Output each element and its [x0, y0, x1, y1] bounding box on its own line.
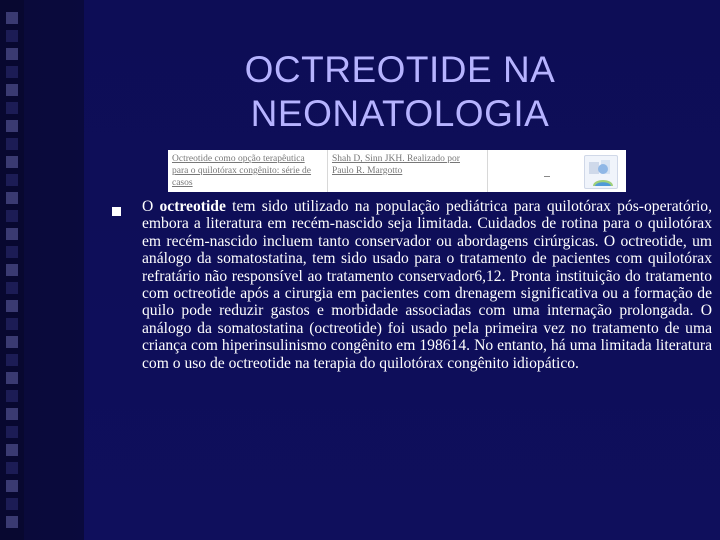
slide-title-line-2: NEONATOLOGIA	[250, 93, 550, 134]
body-paragraph	[142, 198, 712, 372]
slide-title	[160, 48, 640, 136]
body-bold-term: octreotide	[159, 198, 226, 215]
reference-authors-link[interactable]: Shah D, Sinn JKH. Realizado por Paulo R. Margotto	[328, 150, 488, 192]
bullet-marker	[112, 207, 121, 216]
reference-title-link[interactable]: Octreotide como opção terapêutica para o quilotórax congênito: série de casos	[168, 150, 328, 192]
decorative-square-strip	[0, 0, 24, 540]
body-lead: O	[142, 198, 160, 215]
reference-table	[168, 150, 626, 192]
dash-mark	[544, 176, 550, 177]
reference-icon-cell	[488, 150, 626, 192]
person-icon[interactable]	[584, 155, 618, 189]
slide-title-line-1: OCTREOTIDE NA	[244, 49, 556, 90]
body-text: tem sido utilizado na população pediátrica para quilotórax pós-operatório, embora a literatura em recém-nascido seja limitada. Cuidados de rotina para o quilotórax em recém-nascido incluem tanto conservador ou abordagens cirúrgicas. O octreotide, um análogo da somatostatina, tem sido usado para o tratamento de pacientes com quilotórax refratário não responsível ao tratamento conservador6,12. Pronta instituição do tratamento com octreotide após a cirurgia em pacientes com drenagem significativa ou a formação de quilo pode reduzir gastos e morbidade associadas com uma internação prolongada. O análogo da somatostatina (octreotide) foi usado pela primeira vez no tratamento de uma criança com hiperinsulinismo congênito em 198614. No entanto, há uma limitada literatura com o uso de octreotide na terapia do quilotórax congênito idiopático.	[142, 198, 712, 372]
